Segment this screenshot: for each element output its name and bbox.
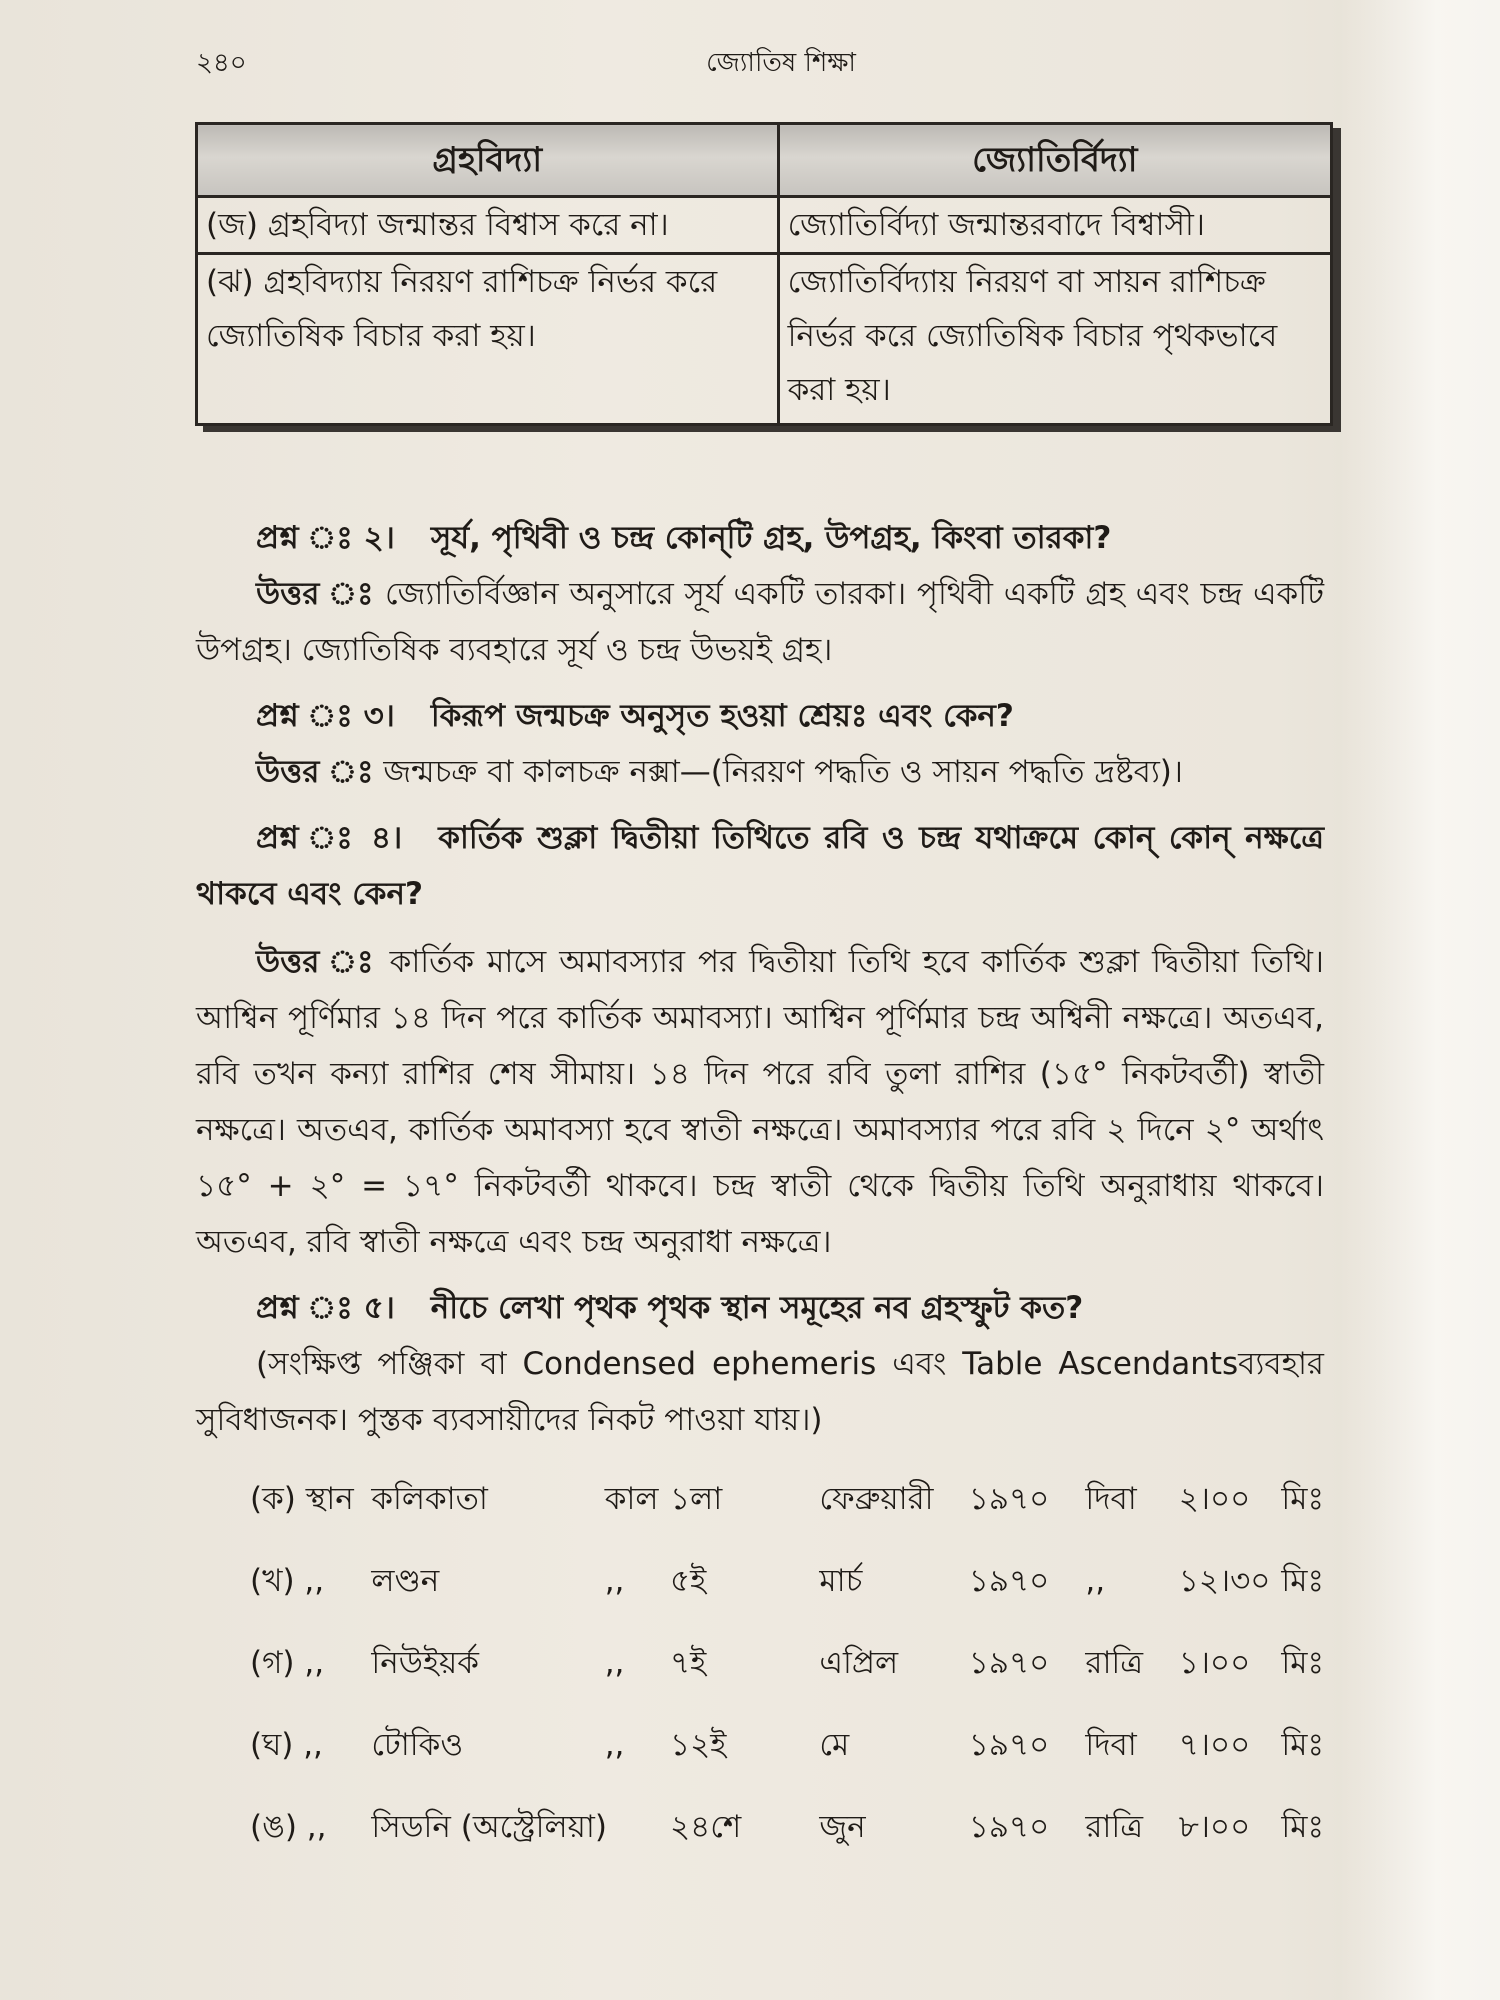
question-3: [196, 688, 1324, 744]
item-index: (ঙ) ,,: [250, 1809, 327, 1845]
page-edge-shadow: [1340, 0, 1500, 2000]
item-time-of-day: রাত্রি: [1085, 1645, 1144, 1681]
item-unit: মিঃ: [1281, 1563, 1325, 1599]
answer-label: উত্তর ঃ: [256, 754, 374, 790]
table-header-cell: জ্যোতির্বিদ্যা: [778, 124, 1331, 197]
item-unit: মিঃ: [1281, 1809, 1325, 1845]
list-item: [196, 1458, 1324, 1540]
list-item: [196, 1704, 1324, 1786]
question-2: [196, 510, 1324, 566]
qa-section: [196, 500, 1324, 1868]
comparison-table: [195, 122, 1333, 426]
item-place: কলিকাতা: [371, 1481, 488, 1517]
item-year: ১৯৭০: [968, 1481, 1050, 1517]
page-header: [196, 42, 1366, 86]
item-time-of-day: ,,: [1085, 1563, 1106, 1599]
item-unit: মিঃ: [1281, 1645, 1325, 1681]
item-month: ফেব্রুয়ারী: [819, 1481, 934, 1517]
question-5-note: (সংক্ষিপ্ত পঞ্জিকা বা Condensed ephemeris এবং Table Ascendantsব্যবহার সুবিধাজনক। পুস্তক ব্যবসায়ীদের নিকট পাওয়া যায়।): [196, 1346, 1324, 1438]
question-text: সূর্য, পৃথিবী ও চন্দ্র কোন্‌টি গ্রহ, উপগ্রহ, কিংবা তারকা?: [430, 520, 1112, 556]
item-time: ২।০০: [1178, 1481, 1251, 1517]
question-label: প্রশ্ন ঃ ৩।: [256, 698, 395, 734]
answer-label: উত্তর ঃ: [256, 576, 375, 612]
item-month: মার্চ: [819, 1563, 863, 1599]
item-date: ১লা: [670, 1481, 723, 1517]
item-time: ৮।০০: [1178, 1809, 1251, 1845]
item-tag: ,,: [604, 1563, 625, 1599]
running-title: জ্যোতিষ শিক্ষা: [706, 48, 856, 78]
item-time: ১।০০: [1178, 1645, 1251, 1681]
answer-text: জ্যোতির্বিজ্ঞান অনুসারে সূর্য একটি তারকা। পৃথিবী একটি গ্রহ এবং চন্দ্র একটি উপগ্রহ। জ্যোতিষিক ব্যবহারে সূর্য ও চন্দ্র উভয়ই গ্রহ।: [196, 576, 1324, 668]
item-date: ৫ই: [670, 1563, 707, 1599]
question-text: কিরূপ জন্মচক্র অনুসৃত হওয়া শ্রেয়ঃ এবং কেন?: [430, 698, 1014, 734]
question-4: [196, 810, 1324, 922]
item-month: মে: [819, 1727, 850, 1763]
item-index: (খ) ,,: [250, 1563, 325, 1599]
item-place: সিডনি (অস্ট্রেলিয়া): [371, 1809, 607, 1845]
question-text: কার্তিক শুক্লা দ্বিতীয়া তিথিতে রবি ও চন্দ্র যথাক্রমে কোন্‌ কোন্‌ নক্ষত্রে থাকবে এবং কেন?: [196, 820, 1324, 912]
table-header-cell: গ্রহবিদ্যা: [197, 124, 779, 197]
item-time: ১২।৩০: [1178, 1563, 1271, 1599]
question-label: প্রশ্ন ঃ ৪।: [256, 820, 403, 856]
item-year: ১৯৭০: [968, 1809, 1050, 1845]
item-index: (ঘ) ,,: [250, 1727, 323, 1763]
item-year: ১৯৭০: [968, 1563, 1050, 1599]
question-text: নীচে লেখা পৃথক পৃথক স্থান সমূহের নব গ্রহস্ফুট কত?: [430, 1290, 1084, 1326]
answer-3: [196, 744, 1324, 800]
item-year: ১৯৭০: [968, 1727, 1050, 1763]
item-month: এপ্রিল: [819, 1645, 899, 1681]
item-date: ২৪শে: [670, 1809, 742, 1845]
question-label: প্রশ্ন ঃ ২।: [256, 520, 395, 556]
item-time: ৭।০০: [1178, 1727, 1251, 1763]
item-month: জুন: [819, 1809, 866, 1845]
item-unit: মিঃ: [1281, 1727, 1325, 1763]
item-year: ১৯৭০: [968, 1645, 1050, 1681]
question-label: প্রশ্ন ঃ ৫।: [256, 1290, 395, 1326]
answer-text: জন্মচক্র বা কালচক্র নক্সা—(নিরয়ণ পদ্ধতি ও সায়ন পদ্ধতি দ্রষ্টব্য)।: [383, 754, 1183, 790]
item-time-of-day: দিবা: [1085, 1727, 1137, 1763]
table-row: [197, 254, 1332, 425]
item-place: লণ্ডন: [371, 1563, 440, 1599]
answer-4: [196, 934, 1324, 1270]
answer-label: উত্তর ঃ: [256, 944, 377, 980]
table-cell: জ্যোতির্বিদ্যায় নিরয়ণ বা সায়ন রাশিচক্র নির্ভর করে জ্যোতিষিক বিচার পৃথকভাবে করা হয়।: [778, 254, 1331, 425]
table-cell: জ্যোতির্বিদ্যা জন্মান্তরবাদে বিশ্বাসী।: [778, 197, 1331, 254]
item-time-of-day: রাত্রি: [1085, 1809, 1144, 1845]
item-unit: মিঃ: [1281, 1481, 1325, 1517]
item-index: (গ) ,,: [250, 1645, 325, 1681]
list-item: [196, 1622, 1324, 1704]
item-tag: কাল: [604, 1481, 659, 1517]
item-place: টোকিও: [371, 1727, 464, 1763]
item-index: (ক) স্থান: [250, 1481, 354, 1517]
question-5: [196, 1280, 1324, 1336]
table-row: [197, 197, 1332, 254]
list-item: [196, 1786, 1324, 1868]
location-list: [196, 1458, 1324, 1868]
item-date: ১২ই: [670, 1727, 727, 1763]
list-item: [196, 1540, 1324, 1622]
table-cell: (ঝ) গ্রহবিদ্যায় নিরয়ণ রাশিচক্র নির্ভর করে জ্যোতিষিক বিচার করা হয়।: [197, 254, 779, 425]
page-number: ২৪০: [196, 48, 247, 78]
table-header-row: [197, 124, 1332, 197]
answer-text: কার্তিক মাসে অমাবস্যার পর দ্বিতীয়া তিথি হবে কার্তিক শুক্লা দ্বিতীয়া তিথি। আশ্বিন পূর্ণিমার ১৪ দিন পরে কার্তিক অমাবস্যা। আশ্বিন পূর্ণিমার চন্দ্র অশ্বিনী নক্ষত্রে। অতএব, রবি তখন কন্যা রাশির শেষ সীমায়। ১৪ দিন পরে রবি তুলা রাশির (১৫° নিকটবর্তী) স্বাতী নক্ষত্রে। অতএব, কার্তিক অমাবস্যা হবে স্বাতী নক্ষত্রে। অমাবস্যার পরে রবি ২ দিনে ২° অর্থাৎ ১৫° + ২° = ১৭° নিকটবর্তী থাকবে। চন্দ্র স্বাতী থেকে দ্বিতীয় তিথি অনুরাধায় থাকবে। অতএব, রবি স্বাতী নক্ষত্রে এবং চন্দ্র অনুরাধা নক্ষত্রে।: [196, 944, 1324, 1260]
item-tag: ,,: [604, 1645, 625, 1681]
item-tag: ,,: [604, 1727, 625, 1763]
answer-2: [196, 566, 1324, 678]
table-cell: (জ) গ্রহবিদ্যা জন্মান্তর বিশ্বাস করে না।: [197, 197, 779, 254]
item-date: ৭ই: [670, 1645, 707, 1681]
item-time-of-day: দিবা: [1085, 1481, 1137, 1517]
item-place: নিউইয়র্ক: [371, 1645, 479, 1681]
